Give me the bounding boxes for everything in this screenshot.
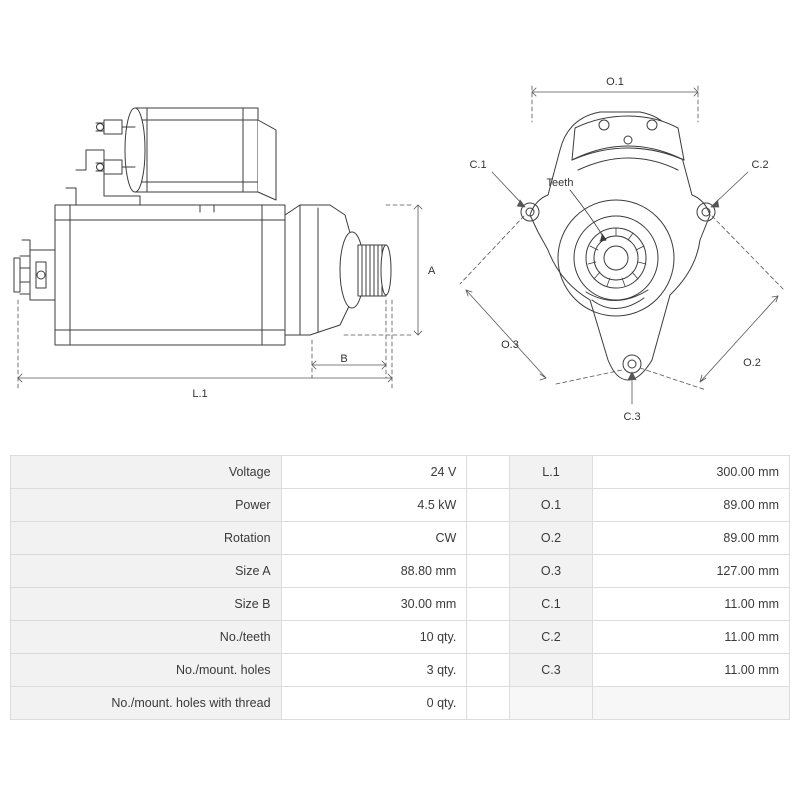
table-row	[11, 687, 790, 720]
dim-label-B: B	[340, 353, 348, 365]
spec-label: No./mount. holes	[11, 654, 282, 687]
spec-value: 30.00 mm	[281, 588, 467, 621]
spacer-cell	[467, 456, 509, 489]
spec-dim-value: 89.00 mm	[593, 522, 790, 555]
spec-dim-label: O.1	[509, 489, 593, 522]
specification-table	[10, 455, 790, 720]
spec-value: 3 qty.	[281, 654, 467, 687]
spec-dim-value	[593, 687, 790, 720]
dim-label-A: A	[428, 265, 436, 277]
table-row	[11, 654, 790, 687]
dim-label-O1: O.1	[606, 76, 624, 88]
spec-dim-value: 11.00 mm	[593, 588, 790, 621]
spec-dim-value: 127.00 mm	[593, 555, 790, 588]
spec-dim-label: O.3	[509, 555, 593, 588]
dim-label-C2: C.2	[751, 159, 769, 171]
spacer-cell	[467, 555, 509, 588]
front-view-group	[521, 112, 715, 380]
spec-label: Voltage	[11, 456, 282, 489]
spec-dim-value: 11.00 mm	[593, 654, 790, 687]
spec-dim-label	[509, 687, 593, 720]
spec-value: 0 qty.	[281, 687, 467, 720]
spec-label: Rotation	[11, 522, 282, 555]
spacer-cell	[467, 621, 509, 654]
spec-label: No./mount. holes with thread	[11, 687, 282, 720]
dim-label-O2: O.2	[743, 357, 761, 369]
table-row	[11, 621, 790, 654]
spec-value: CW	[281, 522, 467, 555]
dim-label-C1: C.1	[469, 159, 487, 171]
spacer-cell	[467, 522, 509, 555]
annotation-teeth: Teeth	[546, 177, 574, 189]
spec-label: Size A	[11, 555, 282, 588]
spec-label: Power	[11, 489, 282, 522]
table-row	[11, 555, 790, 588]
spec-dim-label: C.2	[509, 621, 593, 654]
table-row	[11, 588, 790, 621]
table-row	[11, 456, 790, 489]
specification-table-body	[11, 456, 790, 720]
spec-dim-label: C.1	[509, 588, 593, 621]
spacer-cell	[467, 654, 509, 687]
side-view-group	[14, 108, 391, 345]
spec-value: 4.5 kW	[281, 489, 467, 522]
table-row	[11, 489, 790, 522]
dim-label-O3: O.3	[501, 339, 519, 351]
spec-dim-value: 300.00 mm	[593, 456, 790, 489]
spec-label: Size B	[11, 588, 282, 621]
spacer-cell	[467, 489, 509, 522]
spec-dim-label: C.3	[509, 654, 593, 687]
spec-dim-label: O.2	[509, 522, 593, 555]
spec-value: 88.80 mm	[281, 555, 467, 588]
table-row	[11, 522, 790, 555]
spec-dim-label: L.1	[509, 456, 593, 489]
specification-table-wrapper	[10, 455, 790, 720]
spacer-cell	[467, 588, 509, 621]
dim-label-L1: L.1	[192, 388, 208, 400]
spec-dim-value: 89.00 mm	[593, 489, 790, 522]
spec-label: No./teeth	[11, 621, 282, 654]
spec-value: 10 qty.	[281, 621, 467, 654]
dim-label-C3: C.3	[623, 411, 641, 423]
spec-value: 24 V	[281, 456, 467, 489]
spec-dim-value: 11.00 mm	[593, 621, 790, 654]
spacer-cell	[467, 687, 509, 720]
